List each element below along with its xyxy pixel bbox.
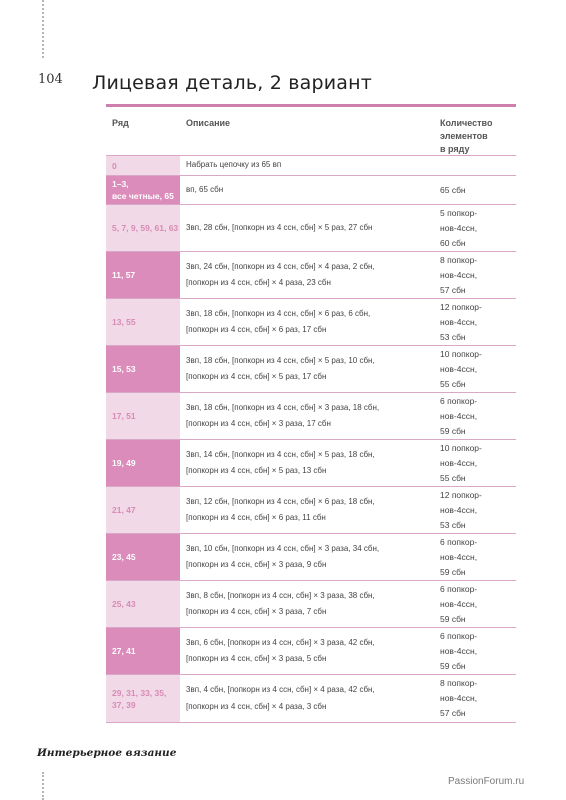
row-number-text: 17, 51 [112, 411, 136, 421]
description-cell [180, 628, 434, 674]
table-body [106, 156, 516, 723]
description-text: [попкорн из 4 ссн, сбн] × 3 раза, 9 сбн [186, 560, 327, 569]
description-text: 3вп, 12 сбн, [попкорн из 4 ссн, сбн] × 6 раз, 18 сбн, [186, 496, 375, 506]
table-row [106, 534, 516, 581]
header-count [434, 107, 516, 155]
row-number-cell [106, 581, 180, 627]
description-cell [180, 299, 434, 345]
description-cell [180, 176, 434, 204]
row-number-text: 13, 55 [112, 317, 136, 327]
count-text: нов-4ссн, [440, 269, 478, 280]
table-row [106, 487, 516, 534]
table-row [106, 252, 516, 299]
count-text: нов-4ссн, [440, 316, 478, 327]
count-text: нов-4ссн, [440, 645, 478, 656]
count-text: 59 сбн [440, 613, 466, 624]
description-text: 3вп, 24 сбн, [попкорн из 4 ссн, сбн] × 4 раза, 2 сбн, [186, 261, 375, 271]
description-cell [180, 675, 434, 722]
footer-brand: Интерьерное вязание [37, 747, 177, 759]
description-text: [попкорн из 4 ссн, сбн] × 4 раза, 23 сбн [186, 278, 331, 287]
description-text: 3вп, 28 сбн, [попкорн из 4 ссн, сбн] × 5 раз, 27 сбн [186, 222, 373, 232]
count-text: нов-4ссн, [440, 363, 478, 374]
row-number-text: 19, 49 [112, 458, 136, 468]
row-number-cell [106, 346, 180, 392]
row-number-text: 21, 47 [112, 505, 136, 515]
table-row [106, 675, 516, 723]
count-cell [434, 487, 516, 533]
count-text: 12 попкор- [440, 489, 482, 500]
count-cell [434, 628, 516, 674]
table-row [106, 393, 516, 440]
count-cell [434, 581, 516, 627]
description-cell [180, 205, 434, 251]
count-text: нов-4ссн, [440, 598, 478, 609]
count-text: 5 попкор- [440, 207, 478, 218]
header-description: Описание [186, 118, 231, 128]
count-cell [434, 534, 516, 580]
description-cell [180, 581, 434, 627]
row-number-text: 15, 53 [112, 364, 136, 374]
row-number-cell [106, 299, 180, 345]
row-number-text: 37, 39 [112, 699, 136, 710]
count-text: 65 сбн [440, 184, 466, 195]
count-cell [434, 675, 516, 722]
row-number-text: 11, 57 [112, 270, 136, 280]
watermark: PassionForum.ru [448, 776, 525, 787]
row-number-cell [106, 205, 180, 251]
count-text: 59 сбн [440, 660, 466, 671]
description-text: 3вп, 18 сбн, [попкорн из 4 ссн, сбн] × 3 раза, 18 сбн, [186, 402, 380, 412]
row-number-cell [106, 176, 180, 204]
row-number-text: 29, 31, 33, 35, [112, 687, 167, 698]
description-text: [попкорн из 4 ссн, сбн] × 3 раза, 17 сбн [186, 419, 331, 428]
count-cell [434, 205, 516, 251]
row-number-text: все четные, 65 [112, 191, 174, 201]
count-cell [434, 346, 516, 392]
count-text: 10 попкор- [440, 348, 482, 359]
description-cell [180, 487, 434, 533]
description-text: [попкорн из 4 ссн, сбн] × 5 раз, 13 сбн [186, 466, 327, 475]
table-row [106, 440, 516, 487]
row-number-cell [106, 675, 180, 722]
count-text: 55 сбн [440, 472, 466, 483]
count-cell [434, 299, 516, 345]
count-cell [434, 176, 516, 204]
row-number-cell [106, 393, 180, 439]
row-number-text: 25, 43 [112, 599, 136, 609]
header-count-line: Количество [440, 118, 493, 128]
header-count-line: элементов [440, 131, 488, 141]
row-number-cell [106, 252, 180, 298]
description-cell [180, 440, 434, 486]
count-text: 12 попкор- [440, 301, 482, 312]
description-text: [попкорн из 4 ссн, сбн] × 6 раз, 17 сбн [186, 325, 327, 334]
description-cell [180, 346, 434, 392]
count-text: 10 попкор- [440, 442, 482, 453]
count-text: нов-4ссн, [440, 551, 478, 562]
row-number-text: 0 [112, 160, 117, 171]
count-cell [434, 393, 516, 439]
description-text: [попкорн из 4 ссн, сбн] × 3 раза, 5 сбн [186, 654, 327, 663]
row-number-text: 23, 45 [112, 552, 136, 562]
description-text: [попкорн из 4 ссн, сбн] × 4 раза, 3 сбн [186, 701, 327, 711]
description-cell [180, 156, 434, 175]
row-number-text: 5, 7, 9, 59, 61, 63 [112, 223, 179, 233]
table-row [106, 176, 516, 205]
count-text: 6 попкор- [440, 395, 478, 406]
row-number-cell [106, 487, 180, 533]
count-text: нов-4ссн, [440, 504, 478, 515]
table-row [106, 156, 516, 176]
description-text: [попкорн из 4 ссн, сбн] × 3 раза, 7 сбн [186, 607, 327, 616]
count-text: 57 сбн [440, 284, 466, 295]
row-number-cell [106, 156, 180, 175]
count-text: 6 попкор- [440, 630, 478, 641]
table-row [106, 346, 516, 393]
count-text: нов-4ссн, [440, 693, 478, 703]
table-row [106, 628, 516, 675]
top-dotted-line [42, 0, 44, 58]
count-text: нов-4ссн, [440, 410, 478, 421]
description-text: 3вп, 8 сбн, [попкорн из 4 ссн, сбн] × 3 раза, 38 сбн, [186, 590, 375, 600]
count-text: 8 попкор- [440, 678, 478, 688]
bottom-dotted-line [42, 772, 44, 800]
description-cell [180, 534, 434, 580]
count-cell [434, 156, 516, 175]
row-number-cell [106, 534, 180, 580]
table-row [106, 581, 516, 628]
page-number: 104 [38, 72, 63, 87]
description-text: вп, 65 сбн [186, 184, 224, 194]
count-text: 53 сбн [440, 519, 466, 530]
count-cell [434, 252, 516, 298]
description-text: 3вп, 10 сбн, [попкорн из 4 ссн, сбн] × 3 раза, 34 сбн, [186, 543, 380, 553]
description-cell [180, 252, 434, 298]
row-number-cell [106, 628, 180, 674]
page-title: Лицевая деталь, 2 вариант [92, 72, 373, 94]
count-text: 55 сбн [440, 378, 466, 389]
count-text: нов-4ссн, [440, 222, 478, 233]
pattern-table [106, 107, 516, 723]
count-text: 57 сбн [440, 708, 466, 718]
count-text: 59 сбн [440, 566, 466, 577]
description-cell [180, 393, 434, 439]
count-cell [434, 440, 516, 486]
count-text: нов-4ссн, [440, 457, 478, 468]
count-text: 6 попкор- [440, 583, 478, 594]
table-row [106, 205, 516, 252]
row-number-cell [106, 440, 180, 486]
count-text: 59 сбн [440, 425, 466, 436]
row-number-text: 1–3, [112, 179, 129, 189]
description-text: Набрать цепочку из 65 вп [186, 160, 282, 170]
count-text: 60 сбн [440, 237, 466, 248]
description-text: 3вп, 4 сбн, [попкорн из 4 ссн, сбн] × 4 раза, 42 сбн, [186, 685, 375, 694]
table-header [106, 107, 516, 156]
description-text: 3вп, 6 сбн, [попкорн из 4 ссн, сбн] × 3 раза, 42 сбн, [186, 637, 375, 647]
count-text: 53 сбн [440, 331, 466, 342]
description-text: 3вп, 18 сбн, [попкорн из 4 ссн, сбн] × 6 раз, 6 сбн, [186, 308, 371, 318]
header-count-line: в ряду [440, 144, 470, 154]
header-row-number: Ряд [112, 118, 129, 128]
description-text: 3вп, 14 сбн, [попкорн из 4 ссн, сбн] × 5 раз, 18 сбн, [186, 449, 375, 459]
description-text: [попкорн из 4 ссн, сбн] × 5 раз, 17 сбн [186, 372, 327, 381]
description-text: 3вп, 18 сбн, [попкорн из 4 ссн, сбн] × 5 раз, 10 сбн, [186, 355, 375, 365]
description-text: [попкорн из 4 ссн, сбн] × 6 раз, 11 сбн [186, 513, 326, 522]
table-row [106, 299, 516, 346]
count-text: 6 попкор- [440, 536, 478, 547]
count-text: 8 попкор- [440, 254, 478, 265]
row-number-text: 27, 41 [112, 646, 136, 656]
